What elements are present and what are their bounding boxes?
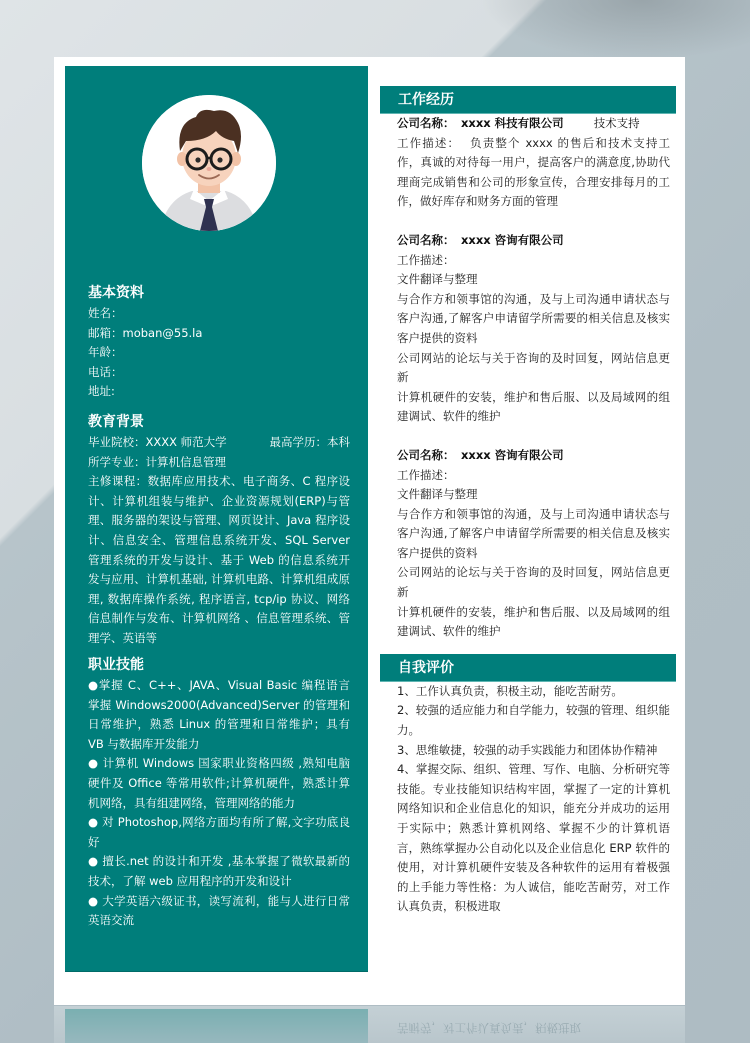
- description-label: 工作描述：: [397, 252, 455, 267]
- phone-field: 电话：: [88, 364, 123, 379]
- basic-info-section: [88, 283, 350, 402]
- resume-sidebar: [65, 66, 368, 972]
- self-evaluation-item: 3、思维敏捷，较强的动手实践能力和团体协作精神: [397, 742, 658, 757]
- name-field: 姓名：: [88, 306, 123, 320]
- education-school-row: [88, 433, 350, 453]
- education-title: 教育背景: [88, 414, 144, 430]
- description-label: 工作描述：: [397, 467, 455, 482]
- description-label: 工作描述：: [397, 135, 461, 150]
- courses-field: 主修课程：数据库应用技术、电子商务、C 程序设计、计算机组装与维护、企业资源规划(ERP)与管理、服务器的架设与管理、网页设计、Java 程序设计、信息安全、管理信息系统开发、SQL Server 管理系统的开发与设计、基于 Web 的信息系统开发与应用、计算机基础, 计算机电路、计算机组成原理, 数据库操作系统, 程序语言, tcp/ip 协议、网络信息制作与发布、计算机网络 、信息管理系统、管理学、英语等: [88, 474, 350, 645]
- cartoon-man-avatar-icon: [142, 95, 276, 231]
- company-name: xxxx 咨询有限公司: [461, 447, 564, 462]
- self-evaluation-header: 自我评价: [380, 654, 676, 682]
- skills-section: [88, 655, 350, 931]
- major-field: 所学专业：计算机信息管理: [88, 454, 226, 469]
- self-evaluation-list: [380, 682, 676, 917]
- job-duty: 计算机硬件的安装，维护和售后服、以及局域网的组建调试、软件的维护: [397, 389, 670, 424]
- job-company-row: [397, 114, 670, 134]
- school-field: 毕业院校：XXXX 师范大学: [88, 435, 227, 449]
- job-entry: [380, 114, 676, 212]
- skill-item: ●掌握 C、C++、JAVA、Visual Basic 编程语言 掌握 Windows2000(Advanced)Server 的管理和日常维护，熟悉 Linux 的管理和日常维护；具有 VB 与数据库开发能力: [88, 678, 350, 751]
- job-role: 技术支持: [593, 116, 640, 130]
- job-duty: 公司网站的论坛与关于咨询的及时回复，网站信息更新: [397, 350, 670, 385]
- resume-main: [380, 86, 676, 917]
- degree-field: 最高学历：本科: [269, 435, 350, 449]
- job-entry: [380, 231, 676, 427]
- skills-title: 职业技能: [88, 657, 144, 673]
- resume-page: [54, 57, 685, 1005]
- education-section: [88, 412, 350, 649]
- company-label: 公司名称：: [397, 116, 455, 130]
- basic-info-title: 基本资料: [88, 285, 144, 301]
- job-duty: 文件翻译与整理: [397, 487, 478, 502]
- sidebar-reflection: [65, 1009, 368, 1043]
- self-evaluation-item: 1、工作认真负责，积极主动，能吃苦耐劳。: [397, 683, 623, 698]
- description-text: 负责整个 xxxx 的售后和技术支持工作，真诚的对待每一用户，提高客户的满意度,协助代理商完成销售和公司的形象宣传，合理安排每月的工作，做好库存和财务方面的管理: [397, 135, 670, 209]
- company-label: 公司名称：: [397, 232, 455, 247]
- skill-item: ● 擅长.net 的设计和开发 ,基本掌握了微软最新的技术，了解 web 应用程序的开发和设计: [88, 854, 350, 888]
- job-duty: 文件翻译与整理: [397, 272, 478, 287]
- job-duty: 计算机硬件的安装，维护和售后服、以及局域网的组建调试、软件的维护: [397, 604, 670, 639]
- company-name: xxxx 科技有限公司: [461, 116, 564, 130]
- avatar: [142, 95, 276, 231]
- job-description: [397, 134, 670, 212]
- job-duty: 与合作方和领事馆的沟通，及与上司沟通申请状态与客户沟通,了解客户申请留学所需要的相关信息及核实客户提供的资料: [397, 291, 670, 345]
- skill-item: ● 对 Photoshop,网络方面均有所了解,文字功底良好: [88, 815, 350, 849]
- skill-item: ● 计算机 Windows 国家职业资格四级 ,熟知电脑硬件及 Office 等常用软件;计算机硬件，熟悉计算机网络，具有组建网络，管理网络的能力: [88, 756, 350, 810]
- job-duty: 与合作方和领事馆的沟通，及与上司沟通申请状态与客户沟通,了解客户申请留学所需要的相关信息及核实客户提供的资料: [397, 506, 670, 560]
- job-company-row: [397, 231, 670, 251]
- background-shade: [480, 0, 750, 60]
- job-duty: 公司网站的论坛与关于咨询的及时回复，网站信息更新: [397, 565, 670, 600]
- work-experience-header: 工作经历: [380, 86, 676, 114]
- self-evaluation-item: 2、较强的适应能力和自学能力，较强的管理、组织能力。: [397, 703, 670, 738]
- address-field: 地址:: [88, 384, 115, 399]
- skill-item: ● 大学英语六级证书，读写流利，能与人进行日常英语交流: [88, 893, 350, 928]
- reflection-text: 苦耐劳，对工作认真负责，积极进取: [397, 1021, 581, 1035]
- job-company-row: [397, 446, 670, 466]
- email-field: 邮箱：moban@55.la: [88, 325, 203, 340]
- job-entry: [380, 446, 676, 642]
- company-label: 公司名称：: [397, 447, 455, 462]
- age-field: 年龄：: [88, 345, 123, 360]
- self-evaluation-item: 4、掌握交际、组织、管理、写作、电脑、分析研究等技能。专业技能知识结构牢固，掌握了一定的计算机网络知识和企业信息化的知识，能充分并成功的运用于实际中；熟悉计算机网络、掌握不少的计算机语言，熟练掌握办公自动化以及企业信息化 ERP 软件的使用，对计算机硬件安装及各种软件的运用有着极强的上手能力等性格：为人诚信，能吃苦耐劳，对工作认真负责，积极进取: [397, 762, 670, 914]
- page-reflection: [54, 1006, 685, 1043]
- company-name: xxxx 咨询有限公司: [461, 232, 564, 247]
